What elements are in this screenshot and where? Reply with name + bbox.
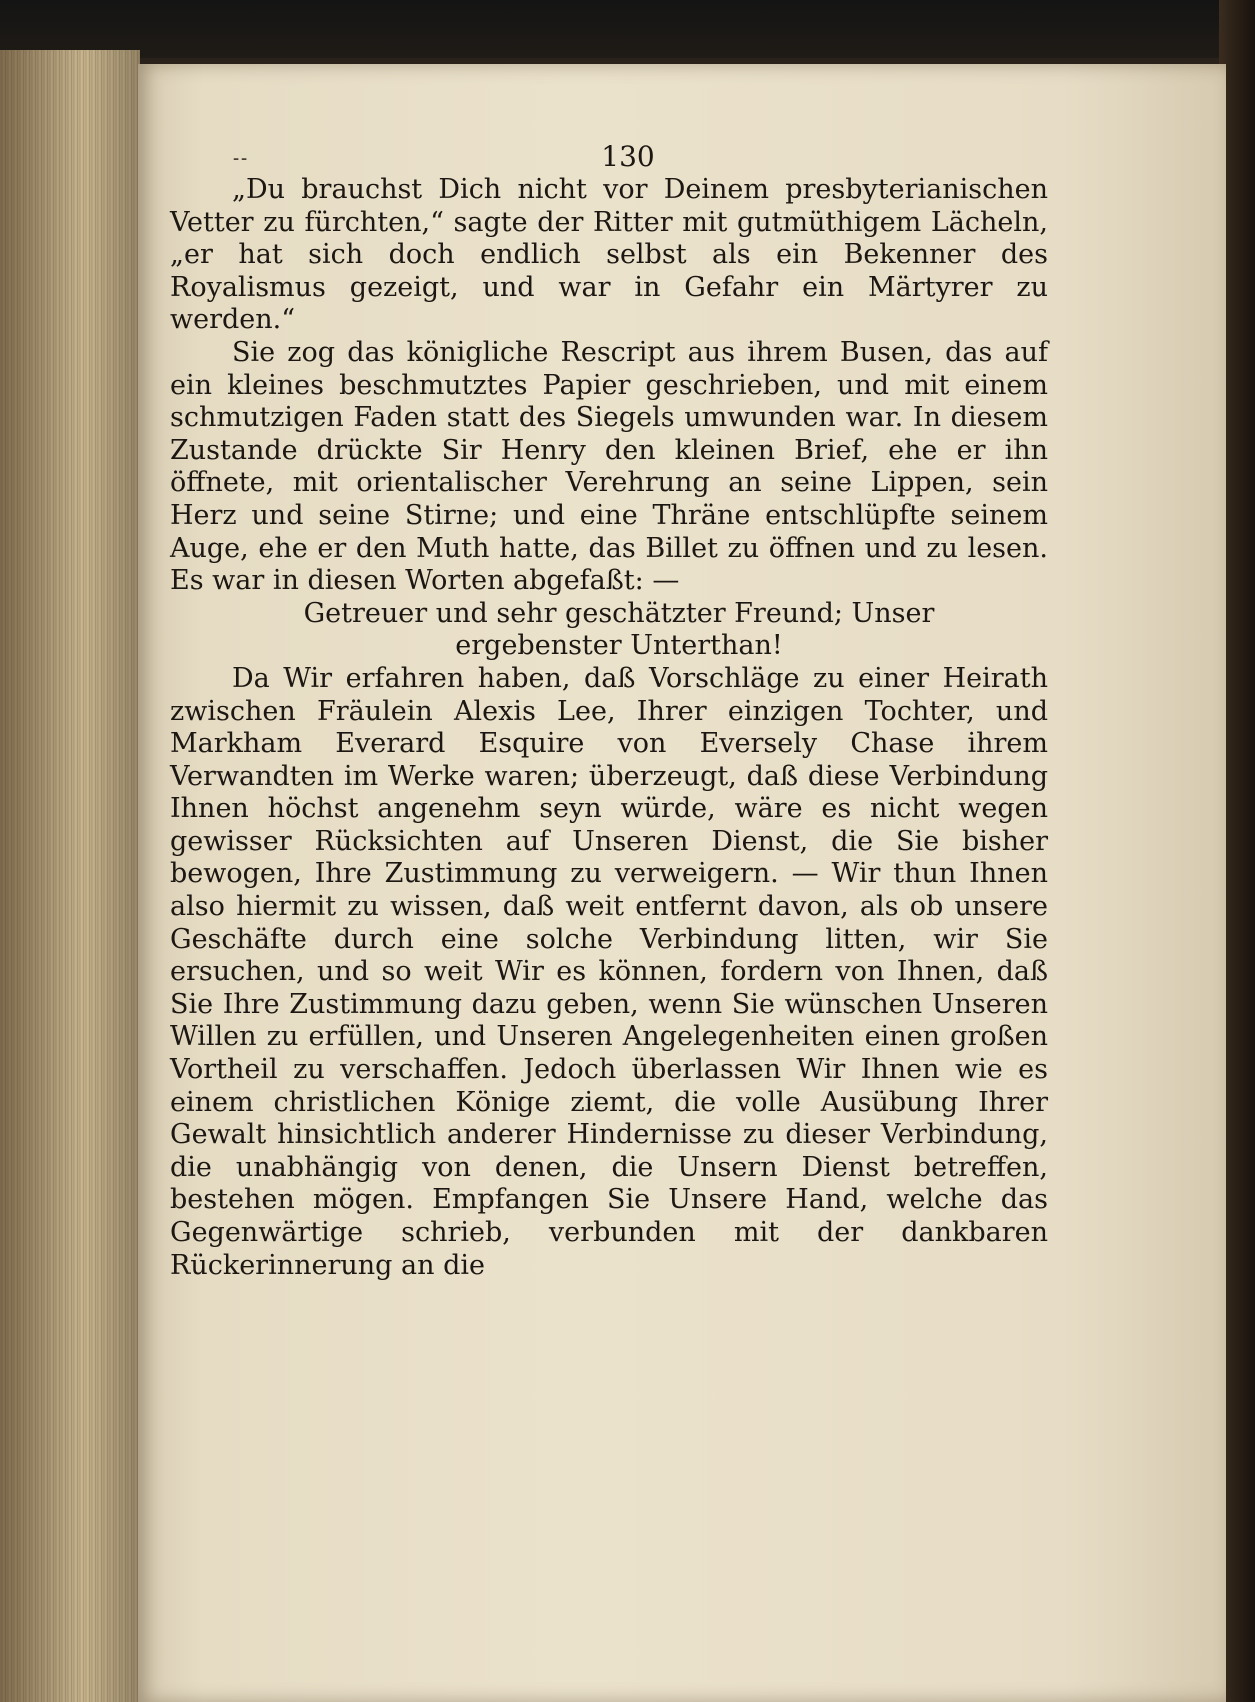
page-number: 130 xyxy=(601,140,655,173)
page-edges-shade xyxy=(0,50,140,1702)
salutation-line: ergebenster Unterthan! xyxy=(455,630,783,662)
page-text xyxy=(170,140,1048,1282)
paragraph: Sie zog das königliche Rescript aus ihrem Busen, das auf ein kleines beschmutztes Papier geschrieben, und mit einem schmutzigen Faden statt des Siegels umwunden war. In diesem Zustande drückte Sir Henry den kleinen Brief, ehe er ihn öffnete, mit orientalischer Verehrung an seine Lippen, sein Herz und seine Stirne; und eine Thräne entschlüpfte seinem Auge, ehe er den Muth hatte, das Billet zu öffnen und zu lesen. Es war in diesen Worten abgefaßt: — xyxy=(170,336,1048,597)
salutation-line: Getreuer und sehr geschätzter Freund; Unser xyxy=(303,597,935,629)
paragraph: „Du brauchst Dich nicht vor Deinem presbyterianischen Vetter zu fürchten,“ sagte der Ritter mit gutmüthigem Lächeln, „er hat sich doch endlich selbst als ein Bekenner des Royalismus gezeigt, und war in Gefahr ein Märtyrer zu werden.“ xyxy=(170,174,1048,336)
letter-salutation xyxy=(170,598,1048,663)
book-top-shadow xyxy=(0,0,1255,58)
margin-mark: ⁃⁃ xyxy=(232,150,248,169)
letter-body: Da Wir erfahren haben, daß Vorschläge zu einer Heirath zwischen Fräulein Alexis Lee, Ihrer einzigen Tochter, und Markham Everard Esquire von Eversely Chase ihrem Verwandten im Werke waren; überzeugt, daß diese Verbindung Ihnen höchst angenehm seyn würde, wäre es nicht wegen gewisser Rücksichten auf Unseren Dienst, die Sie bisher bewogen, Ihre Zustimmung zu verweigern. — Wir thun Ihnen also hiermit zu wissen, daß weit entfernt davon, als ob unsere Geschäfte durch eine solche Verbindung litten, wir Sie ersuchen, und so weit Wir es können, fordern von Ihnen, daß Sie Ihre Zustimmung dazu geben, wenn Sie wünschen Unseren Willen zu erfüllen, und Unseren Angelegenheiten einen großen Vortheil zu verschaffen. Jedoch überlassen Wir Ihnen wie es einem christlichen Könige ziemt, die volle Ausübung Ihrer Gewalt hinsichtlich anderer Hindernisse zu dieser Verbindung, die unabhängig von denen, die Unsern Dienst betreffen, bestehen mögen. Empfangen Sie Unsere Hand, welche das Gegenwärtige schrieb, verbunden mit der dankbaren Rückerinnerung an die xyxy=(170,662,1048,1281)
